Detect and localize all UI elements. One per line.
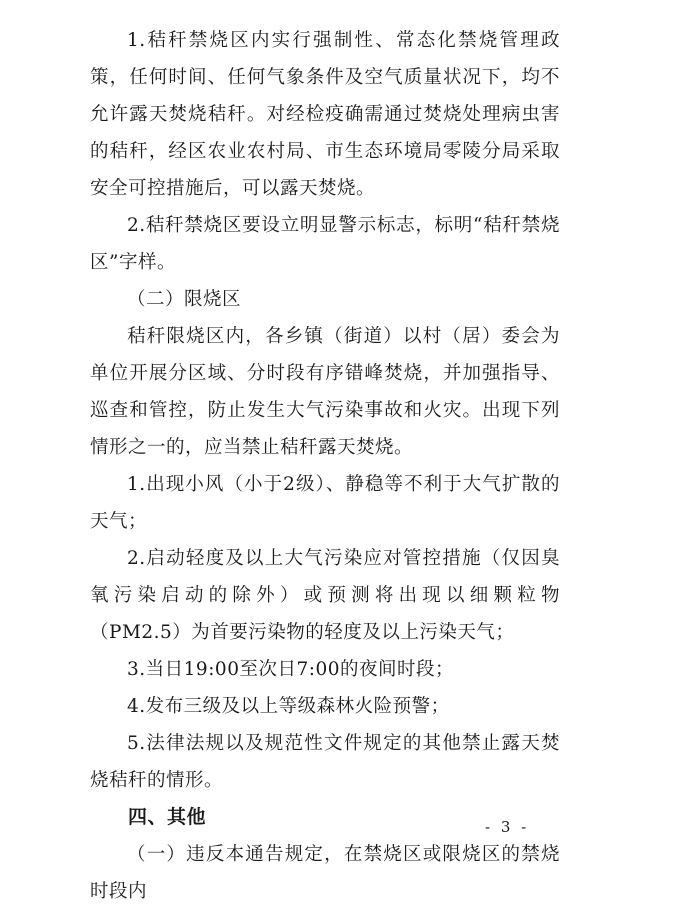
section-heading-other: 四、其他	[128, 806, 207, 828]
paragraph-ban-zone-rule-2: 2.秸秆禁烧区要设立明显警示标志，标明“秸秆禁烧区”字样。	[90, 215, 560, 273]
paragraph-other-1: （一）违反本通告规定，在禁烧区或限烧区的禁烧时段内	[90, 844, 560, 902]
page-number: - 3 -	[485, 818, 530, 836]
paragraph-condition-2: 2.启动轻度及以上大气污染应对管控措施（仅因臭氧污染启动的除外）或预测将出现以细颗粒物（PM2.5）为首要污染物的轻度及以上污染天气；	[90, 548, 560, 643]
paragraph-restricted-zone-intro: 秸秆限烧区内，各乡镇（街道）以村（居）委会为单位开展分区域、分时段有序错峰焚烧，并加强指导、巡查和管控，防止发生大气污染事故和火灾。出现下列情形之一的，应当禁止秸秆露天焚烧。	[90, 326, 560, 458]
document-body	[90, 22, 560, 910]
paragraph-condition-3: 3.当日19:00至次日7:00的夜间时段；	[127, 659, 455, 680]
paragraph-condition-4: 4.发布三级及以上等级森林火险预警；	[127, 696, 450, 717]
paragraph-ban-zone-rule-1: 1.秸秆禁烧区内实行强制性、常态化禁烧管理政策，任何时间、任何气象条件及空气质量状况下，均不允许露天焚烧秸秆。对经检疫确需通过焚烧处理病虫害的秸秆，经区农业农村局、市生态环境局零陵分局采取安全可控措施后，可以露天焚烧。	[90, 30, 560, 199]
paragraph-condition-1: 1.出现小风（小于2级）、静稳等不利于大气扩散的天气；	[90, 474, 560, 532]
paragraph-condition-5: 5.法律法规以及规范性文件规定的其他禁止露天焚烧秸秆的情形。	[90, 733, 560, 791]
subheading-restricted-zone: （二）限烧区	[127, 289, 242, 310]
